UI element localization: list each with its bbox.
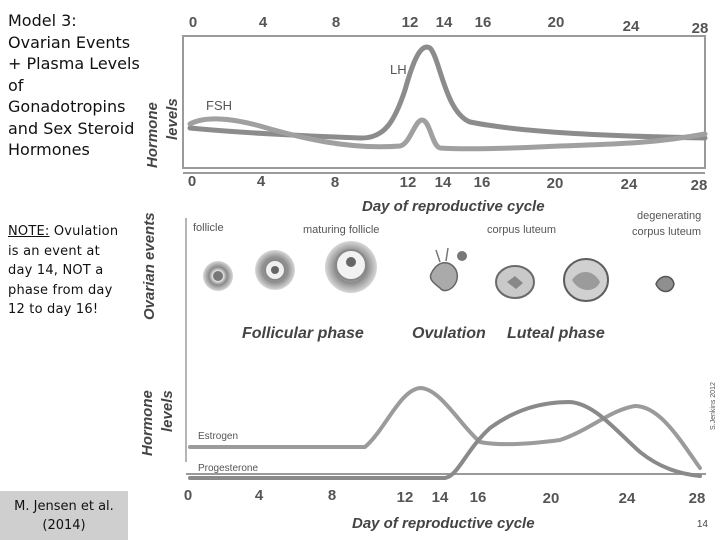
tick-bottom-14: 14 [431, 489, 449, 506]
tick-top-0: 0 [188, 14, 198, 31]
tick-bottom-4: 4 [254, 487, 264, 504]
note-lead: NOTE: [8, 224, 50, 239]
stage-follicle: follicle [193, 222, 224, 234]
corpus-luteum-drawings [496, 259, 674, 301]
tick-bottom-20: 20 [542, 490, 560, 507]
tick-bottom-24: 24 [618, 490, 636, 507]
tick-top-20: 20 [547, 14, 565, 31]
tick-mid-28: 28 [690, 177, 708, 194]
tick-top-28: 28 [691, 20, 709, 37]
tick-top-12: 12 [401, 14, 419, 31]
figure-side-credit: S.Jenkins 2012 [710, 382, 717, 430]
note-text: Ovulation is an event at day 14, NOT a phase from day 12 to day 16! [8, 224, 119, 317]
tick-mid-20: 20 [546, 175, 564, 192]
tick-bottom-12: 12 [396, 489, 414, 506]
mid-axis-ticks [188, 173, 708, 194]
tick-bottom-28: 28 [688, 490, 706, 507]
tick-top-4: 4 [258, 14, 268, 31]
title-line-3: + Plasma Levels [8, 54, 140, 73]
follicle-drawings [203, 241, 377, 293]
title-line-4: of [8, 75, 24, 95]
tick-mid-8: 8 [330, 174, 340, 191]
title-line-7: Hormones [8, 140, 90, 159]
top-ylabel-line-2: levels [164, 98, 181, 140]
stage-corpus-luteum: corpus luteum [487, 224, 557, 236]
follicular-phase-label: Follicular phase [242, 325, 364, 342]
stage-maturing-follicle: maturing follicle [303, 224, 380, 236]
tick-top-14: 14 [435, 14, 453, 31]
tick-bottom-8: 8 [327, 487, 337, 504]
estrogen-curve [190, 388, 700, 468]
bottom-axis-title: Day of reproductive cycle [352, 515, 535, 532]
ovulation-label: Ovulation [412, 325, 486, 342]
lh-label: LH [390, 62, 407, 77]
progesterone-label: Progesterone [198, 463, 259, 474]
bottom-ylabel-line-1: Hormone [139, 390, 156, 456]
tick-mid-12: 12 [399, 174, 417, 191]
title-line-2: Ovarian Events [8, 32, 131, 52]
top-ylabel-line-1: Hormone [144, 102, 161, 168]
tick-mid-4: 4 [256, 173, 266, 190]
tick-top-24: 24 [622, 18, 640, 35]
tick-top-8: 8 [331, 14, 341, 31]
tick-mid-0: 0 [187, 173, 197, 190]
tick-mid-14: 14 [434, 174, 452, 191]
tick-mid-24: 24 [620, 176, 638, 193]
ovarian-events-ylabel: Ovarian events [141, 212, 158, 320]
ovulation-drawing [430, 248, 467, 291]
tick-top-16: 16 [474, 14, 492, 31]
luteal-phase-label: Luteal phase [507, 325, 605, 342]
ovum-icon [457, 251, 467, 261]
citation-line-2: (2014) [42, 517, 86, 533]
top-axis-title: Day of reproductive cycle [362, 198, 545, 215]
fsh-label: FSH [206, 98, 232, 113]
ruptured-follicle-icon [430, 263, 457, 291]
top-axis-ticks [189, 14, 709, 37]
tick-mid-16: 16 [473, 174, 491, 191]
lh-curve [190, 47, 705, 138]
tick-bottom-0: 0 [183, 487, 193, 504]
title-line-5: Gonadotropins [8, 97, 126, 116]
tick-bottom-16: 16 [469, 489, 487, 506]
citation-line-1: M. Jensen et al. [14, 498, 114, 514]
bottom-axis-ticks [184, 487, 706, 507]
title-line-6: and Sex Steroid [8, 118, 135, 138]
estrogen-label: Estrogen [198, 431, 239, 442]
bottom-ylabel-line-2: levels [159, 390, 176, 432]
stage-degenerating-cl: corpus luteum [632, 226, 702, 238]
title-line-1: Model 3: [8, 11, 77, 30]
stage-degenerating: degenerating [637, 210, 702, 222]
progesterone-curve [190, 402, 700, 478]
degenerating-corpus-luteum-icon [656, 277, 674, 292]
page-number: 14 [696, 519, 708, 530]
